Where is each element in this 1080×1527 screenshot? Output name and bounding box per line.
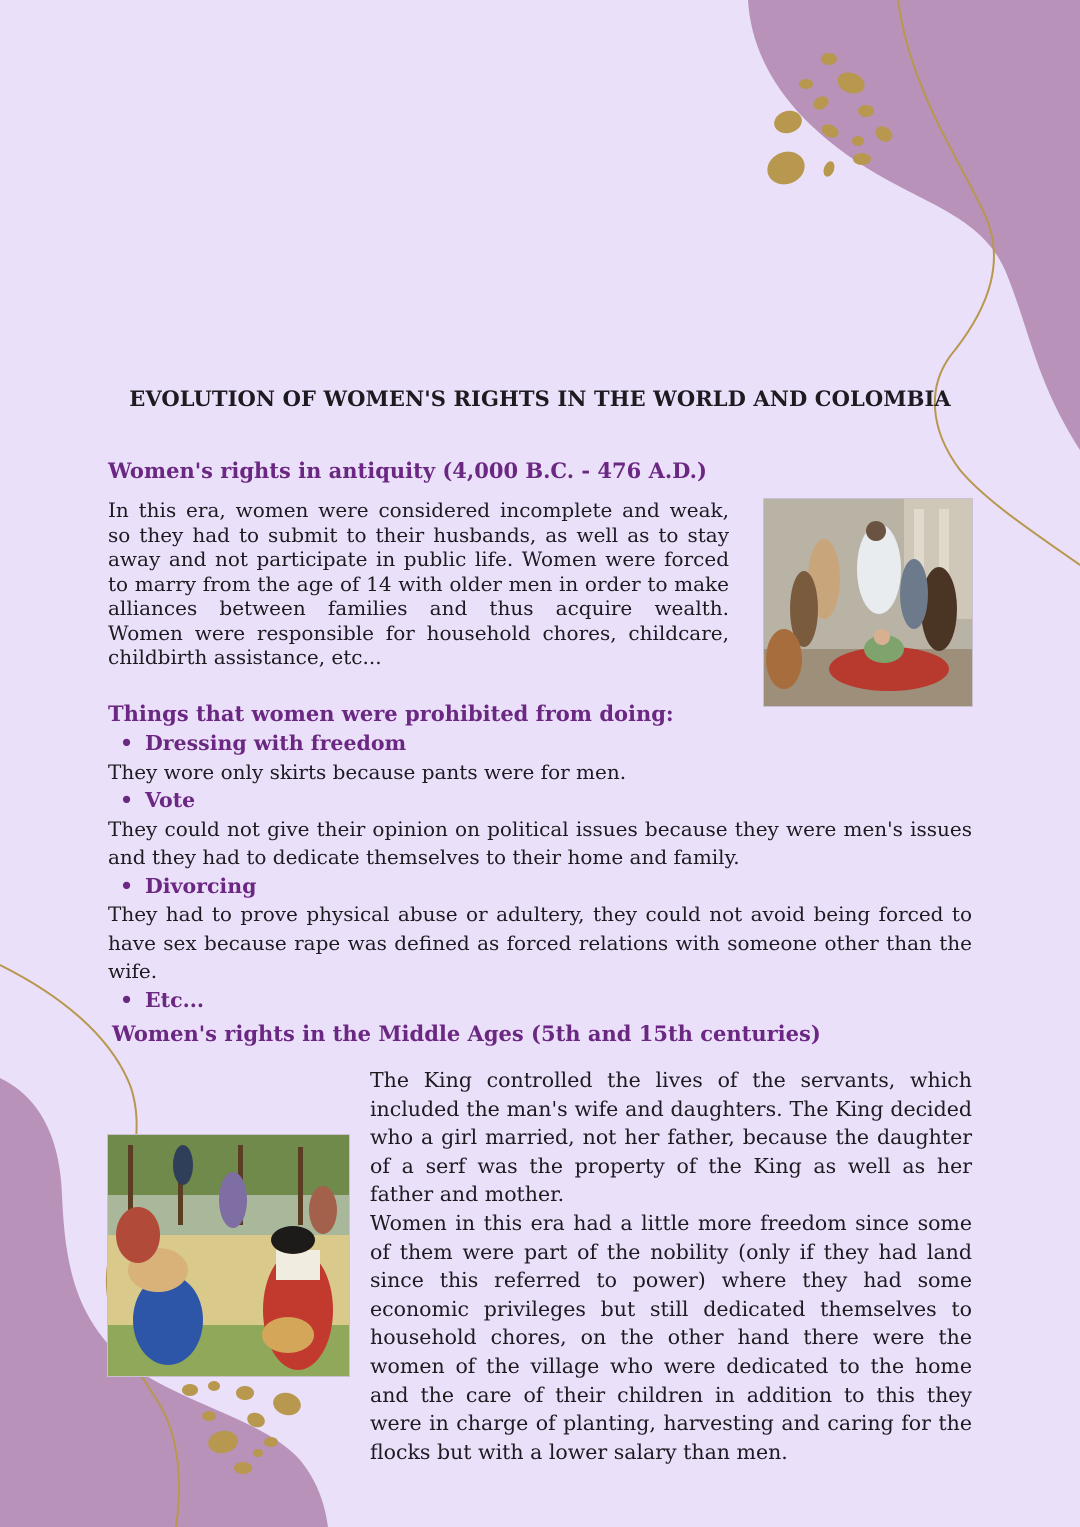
antiquity-heading: Women's rights in antiquity (4,000 B.C. - 476 A.D.) xyxy=(108,458,707,483)
prohibited-item-label: Vote xyxy=(145,788,196,812)
antiquity-paragraph-2: Women were responsible for household chores, childcare, childbirth assistance, etc... xyxy=(108,620,729,669)
bullet-icon: • xyxy=(120,788,134,812)
prohibited-item xyxy=(108,872,972,901)
antiquity-illustration xyxy=(764,499,972,706)
prohibited-item xyxy=(108,786,972,815)
antiquity-paragraph-1: In this era, women were considered incomplete and weak, so they had to submit to their husbands, as well as to stay away and not participate in public life. Women were forced to marry from the age of 14 with older men in order to make alliances between families and thus acquire wealth. xyxy=(108,498,729,620)
page-title: EVOLUTION OF WOMEN'S RIGHTS IN THE WORLD AND COLOMBIA xyxy=(129,386,951,411)
prohibited-section xyxy=(108,699,972,1014)
prohibited-item xyxy=(108,729,972,758)
middle-ages-heading: Women's rights in the Middle Ages (5th and 15th centuries) xyxy=(112,1021,821,1046)
middle-ages-text xyxy=(370,1066,972,1466)
prohibited-item-label: Etc... xyxy=(145,987,204,1012)
prohibited-item-text: They could not give their opinion on political issues because they were men's issues and they had to dedicate themselves to their home and family. xyxy=(108,816,972,869)
middle-ages-paragraph-2: Women in this era had a little more freedom since some of them were part of the nobility (only if they had land since this referred to power) where they had some economic privileges but still dedicated themselves to household chores, on the other hand there were the women of the village who were dedicated to the home and the care of their children in addition to this they were in charge of planting, harvesting and caring for the flocks but with a lower salary than men. xyxy=(370,1210,972,1464)
prohibited-item-label: Dressing with freedom xyxy=(145,731,407,755)
prohibited-item-label: Divorcing xyxy=(145,873,257,898)
bullet-icon: • xyxy=(120,873,134,898)
prohibited-item-text: They had to prove physical abuse or adultery, they could not avoid being forced to have sex because rape was defined as forced relations with someone other than the wife. xyxy=(108,902,972,983)
middle-ages-paragraph-1: The King controlled the lives of the servants, which included the man's wife and daughters. The King decided who a girl married, not her father, because the daughter of a serf was the property of the King as well as her father and mother. xyxy=(370,1068,972,1207)
antiquity-text xyxy=(108,498,729,670)
middle-ages-illustration xyxy=(108,1135,349,1376)
prohibited-item xyxy=(108,986,972,1015)
bullet-icon: • xyxy=(120,987,134,1012)
bullet-icon: • xyxy=(120,731,134,755)
prohibited-item-text: They wore only skirts because pants were for men. xyxy=(108,759,627,784)
prohibited-heading: Things that women were prohibited from doing: xyxy=(108,701,674,726)
